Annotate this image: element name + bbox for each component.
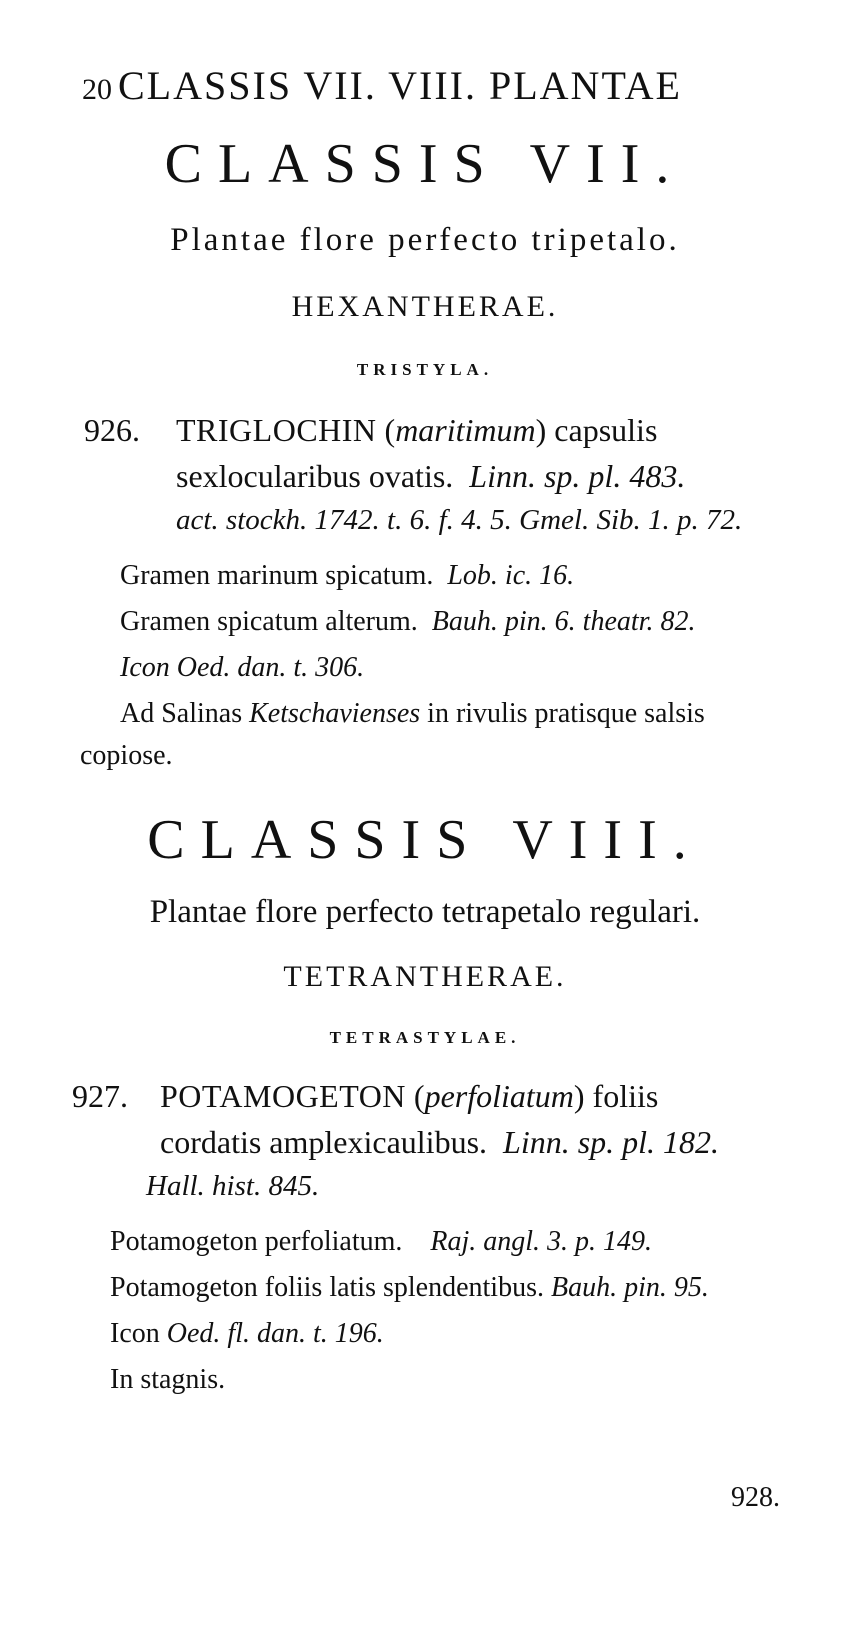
synonym-line — [120, 560, 574, 592]
entry-number: 927. — [72, 1078, 128, 1114]
entry-927-line-2 — [160, 1124, 719, 1161]
class-8-order: TETRANTHERAE. — [283, 960, 567, 993]
class-8-subtitle: Plantae flore perfecto tetrapetalo regulari. — [149, 894, 701, 930]
habitat-line-2: copiose. — [80, 740, 173, 771]
habitat-locality: Ketschavienses — [249, 698, 421, 729]
synonym-text: Gramen marinum spicatum. — [120, 560, 434, 591]
synonym-reference: Raj. angl. 3. p. 149. — [430, 1226, 653, 1257]
running-head-text: CLASSIS VII. VIII. PLANTAE — [118, 63, 682, 108]
diagnosis-text: foliis — [592, 1078, 659, 1114]
reference: Linn. sp. pl. 483. — [469, 458, 686, 494]
genus-name: POTAMOGETON — [160, 1078, 406, 1114]
species-epithet: maritimum — [395, 412, 536, 448]
synonym-reference: Lob. ic. 16. — [447, 560, 575, 591]
class-7-order: HEXANTHERAE. — [291, 290, 559, 323]
catchword: 928. — [731, 1482, 780, 1513]
diagnosis-text: sexlocularibus ovatis. — [176, 458, 454, 494]
habitat-text: Ad Salinas — [120, 698, 243, 729]
synonym-reference: Bauh. pin. 6. theatr. 82. — [431, 606, 696, 637]
diagnosis-text: cordatis amplexicaulibus. — [160, 1124, 488, 1160]
species-epithet: perfoliatum — [424, 1078, 574, 1114]
synonym-text: Icon — [110, 1318, 160, 1349]
synonym-line: Icon Oed. dan. t. 306. — [120, 652, 365, 683]
entry-927-line-1: 927. POTAMOGETON (perfoliatum) foliis — [72, 1078, 659, 1114]
class-8-suborder: TETRASTYLAE. — [329, 1028, 521, 1047]
synonym-line — [110, 1272, 709, 1304]
synonym-line — [110, 1226, 652, 1258]
class-8-title: CLASSIS VIII. — [147, 809, 703, 871]
synonym-line — [110, 1318, 384, 1350]
class-7-title: CLASSIS VII. — [164, 133, 686, 195]
reference: Linn. sp. pl. 182. — [503, 1124, 720, 1160]
habitat-line-1 — [120, 698, 705, 730]
running-head — [82, 62, 682, 109]
page-number: 20 — [82, 73, 112, 106]
entry-926-line-2 — [176, 458, 685, 495]
class-7-suborder: TRISTYLA. — [356, 360, 494, 379]
entry-926-line-3: act. stockh. 1742. t. 6. f. 4. 5. Gmel. Sib. 1. p. 72. — [176, 504, 743, 536]
entry-926-line-1: 926. TRIGLOCHIN (maritimum) capsulis — [84, 412, 658, 448]
genus-name: TRIGLOCHIN — [176, 412, 377, 448]
diagnosis-text: capsulis — [554, 412, 658, 448]
synonym-reference: Oed. fl. dan. t. 196. — [166, 1318, 384, 1349]
class-7-subtitle: Plantae flore perfecto tripetalo. — [170, 222, 680, 258]
synonym-reference: Bauh. pin. 95. — [550, 1272, 709, 1303]
entry-927-line-3: Hall. hist. 845. — [146, 1170, 320, 1202]
entry-number: 926. — [84, 412, 140, 448]
habitat-line: In stagnis. — [110, 1364, 226, 1395]
synonym-text: Potamogeton foliis latis splendentibus. — [110, 1272, 544, 1303]
synonym-line — [120, 606, 695, 638]
habitat-text: in rivulis pratisque salsis — [427, 698, 705, 729]
synonym-text: Gramen spicatum alterum. — [120, 606, 418, 637]
synonym-text: Potamogeton perfoliatum. — [110, 1226, 403, 1257]
